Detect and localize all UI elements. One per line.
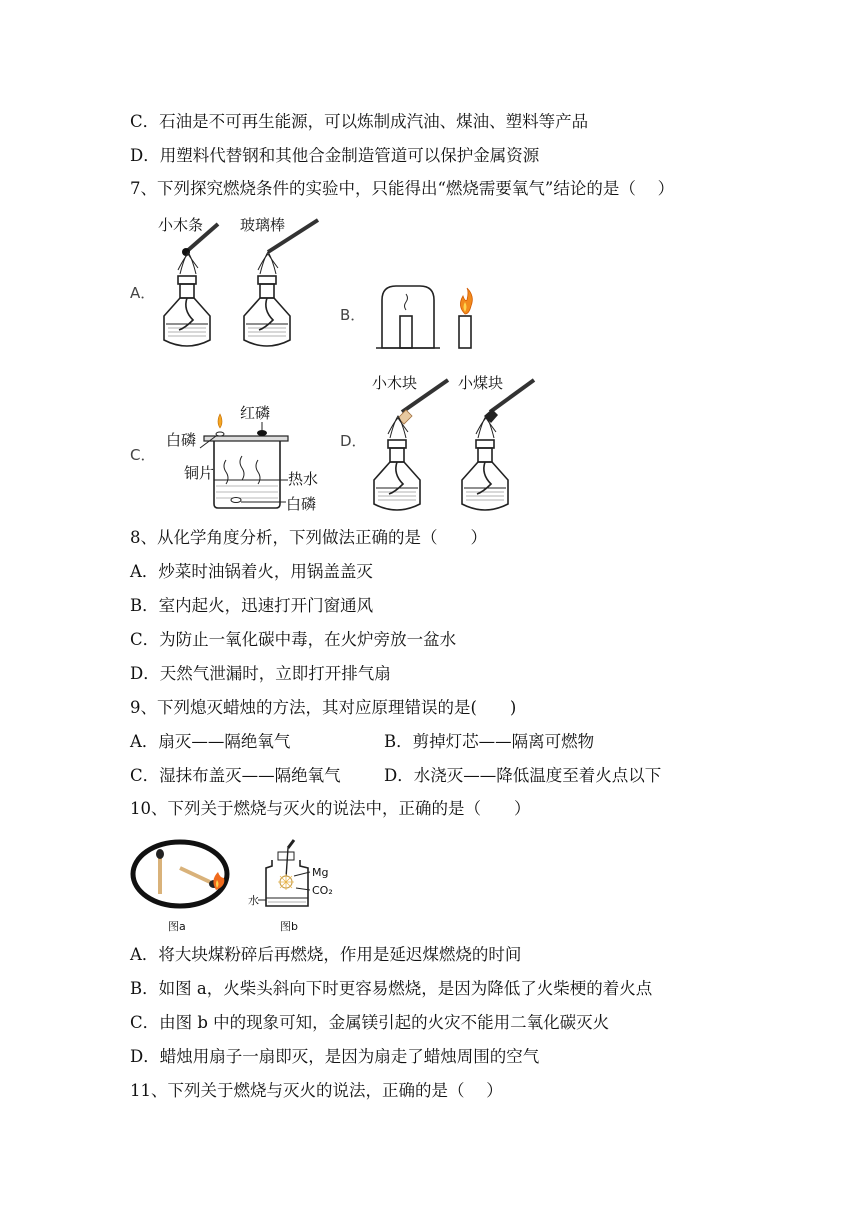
q7-figure-d-label-coal-block: 小煤块 [458,374,504,392]
q8-stem: 8、从化学角度分析，下列做法正确的是（ ） [130,528,487,547]
q6-option-c: C．石油是不可再生能源，可以炼制成汽油、煤油、塑料等产品 [130,112,589,131]
beaker-experiment-icon [200,414,288,508]
alcohol-lamp-icon [164,224,218,346]
mg-burning-co2-icon [258,840,310,906]
q10-option-b: B．如图 a，火柴头斜向下时更容易燃烧，是因为降低了火柴梗的着火点 [130,979,653,998]
q8-option-c: C．为防止一氧化碳中毒，在火炉旁放一盆水 [130,630,457,649]
q9-stem: 9、下列熄灭蜡烛的方法，其对应原理错误的是( ) [130,698,517,717]
q10-option-a: A．将大块煤粉碎后再燃烧，作用是延迟煤燃烧的时间 [130,945,522,964]
q7-figure [128,212,548,512]
q7-figure-a-label-stick: 小木条 [158,216,204,234]
q7-figure-d-label-wood-block: 小木块 [372,374,418,392]
q7-figure-a-label-glass-rod: 玻璃棒 [240,216,286,234]
q10-stem: 10、下列关于燃烧与灭火的说法中，正确的是（ ） [130,799,531,818]
q10-label-water: 水 [248,894,259,907]
q7-figure-c-letter: C． [130,446,156,464]
alcohol-lamp-icon [374,380,448,510]
q7-figure-c-label-hot-water: 热水 [288,470,319,488]
q9-option-d: D．水浇灭——降低温度至着火点以下 [384,766,662,785]
q10-caption-a: 图a [168,920,186,933]
q10-option-c: C．由图 b 中的现象可知，金属镁引起的火灾不能用二氧化碳灭火 [130,1013,610,1032]
q7-figure-b-letter: B． [340,306,366,324]
q7-figure-c-label-white-phosphorus-top: 白磷 [166,431,197,449]
q9-option-a: A．扇灭——隔绝氧气 [130,732,291,751]
q9-option-c: C．湿抹布盖灭——隔绝氧气 [130,766,341,785]
q10-option-d: D．蜡烛用扇子一扇即灭，是因为扇走了蜡烛周围的空气 [130,1047,540,1066]
q7-figure-c-label-white-phosphorus-bottom: 白磷 [286,495,317,512]
alcohol-lamp-icon [462,380,534,510]
q8-option-b: B．室内起火，迅速打开门窗通风 [130,596,374,615]
q10-caption-b: 图b [280,920,298,933]
lit-candle-icon [459,288,472,348]
q7-figure-d-letter: D． [340,432,367,450]
q6-option-d: D．用塑料代替钢和其他合金制造管道可以保护金属资源 [130,146,540,165]
bell-jar-candle-icon [376,286,440,348]
q11-stem: 11、下列关于燃烧与灭火的说法，正确的是（ ） [130,1081,503,1100]
alcohol-lamp-icon [244,220,318,346]
q10-label-co2: CO₂ [312,884,333,897]
q10-label-mg: Mg [312,866,329,879]
q8-option-d: D．天然气泄漏时，立即打开排气扇 [130,664,391,683]
q10-figure [128,834,358,938]
q7-figure-c-label-red-phosphorus: 红磷 [240,404,271,422]
q7-figure-c-label-copper: 铜片 [184,464,215,482]
q9-option-b: B．剪掉灯芯——隔离可燃物 [384,732,595,751]
q7-figure-a-letter: A． [130,284,156,302]
match-ring-icon [133,842,227,906]
q7-stem: 7、下列探究燃烧条件的实验中，只能得出“燃烧需要氧气”结论的是（ ） [130,179,675,198]
q8-option-a: A．炒菜时油锅着火，用锅盖盖灭 [130,562,373,581]
